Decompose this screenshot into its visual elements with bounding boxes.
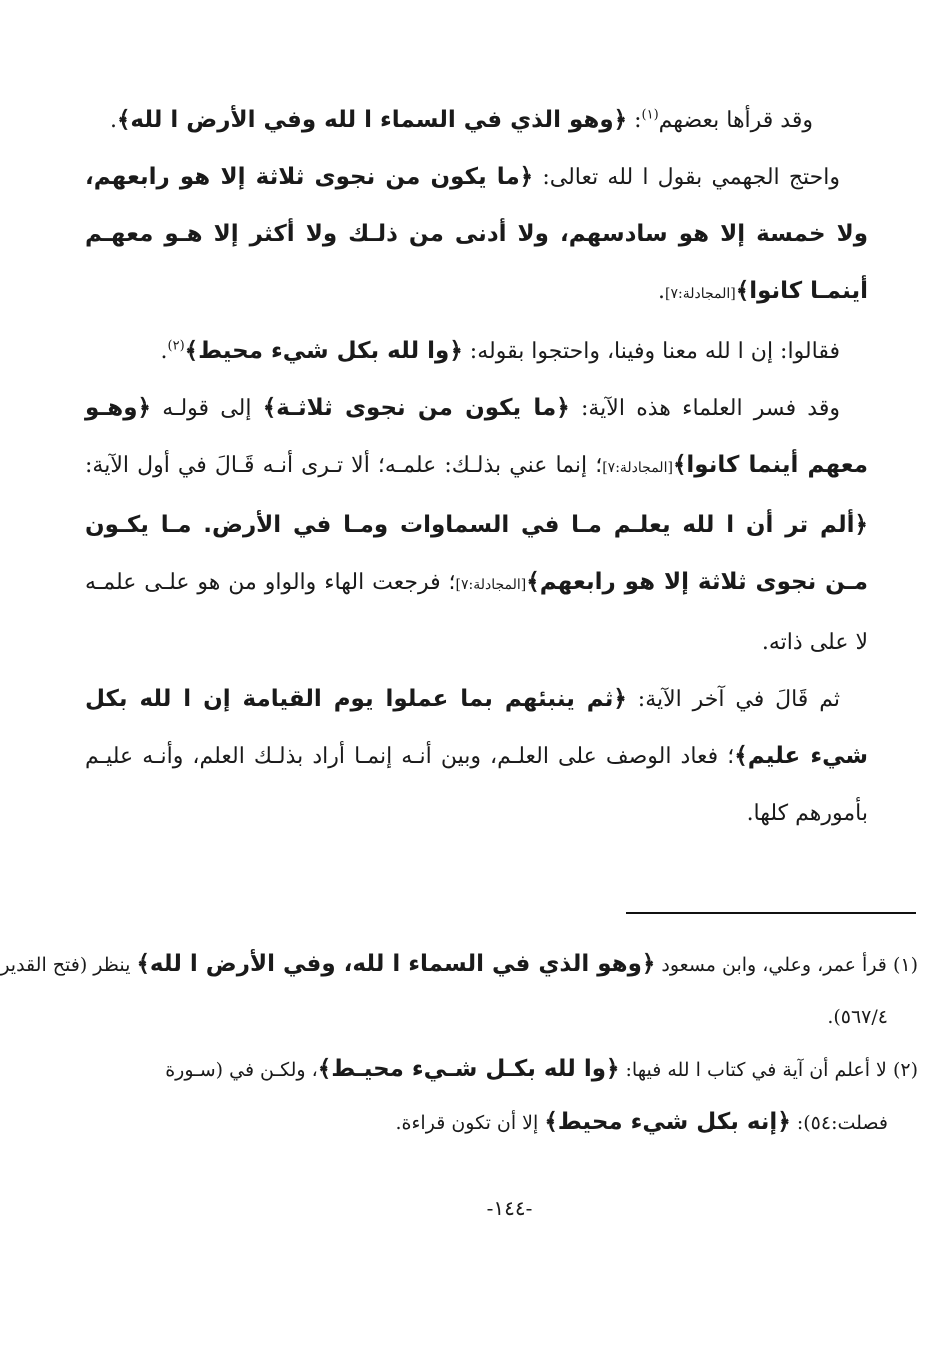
quran-quote: ﴿ثم ينبئهم بما عملوا يوم القيامة إن ا لله بكل شيء عليم﴾	[85, 686, 869, 769]
p5-text-a: ثم قَالَ في آخر الآية:	[626, 687, 840, 712]
quran-quote: ﴿وا لله بكـل شـيء محيـط﴾	[317, 1056, 620, 1082]
footnote-text: ، ولكـن في (سـورة	[165, 1059, 318, 1081]
p4-text-c: ؛ إنما عني بذلـك: علمـه؛ ألا تـرى أنـه قَـالَ في أول الآية:	[85, 453, 603, 478]
paragraph-3	[85, 323, 868, 380]
verse-reference: [المجادلة:٧]	[455, 577, 527, 593]
footnote-separator	[626, 912, 916, 914]
verse-reference: [المجادلة:٧]	[602, 460, 673, 476]
p1-colon: :	[627, 108, 642, 133]
verse-reference: [المجادلة:٧]	[664, 286, 736, 302]
p3-end: .	[160, 339, 168, 364]
footnote-continuation: ٥٦٧/٤).	[827, 1006, 888, 1028]
quran-quote: ﴿ما يكون من نجوى ثلاثـة﴾	[262, 395, 570, 421]
quran-quote: ﴿ألم تر أن ا لله يعلـم مـا في السماوات ومـا في الأرض. مـا يكـون مـن نجوى ثلاثة إلا هو رابعهم﴾	[85, 512, 868, 595]
paragraph-5	[85, 671, 868, 842]
p5-text-b: ؛ فعاد الوصف على العلـم، وبين أنـه إنمـا أراد بذلـك العلم، وأنـه عليـم بأمورهم كلها.	[85, 744, 868, 826]
footnote-text: إلا أن تكون قراءة.	[395, 1112, 545, 1134]
p2-text: واحتج الجهمي بقول ا لله تعالى:	[533, 165, 841, 190]
quran-quote: ﴿وهـو معهم أينما كانوا﴾	[85, 395, 868, 478]
footnote-1	[0, 938, 918, 1043]
page-number: -١٤٤-	[486, 1196, 533, 1220]
p1-end: .	[109, 108, 117, 133]
paragraph-1	[85, 92, 868, 149]
p4-text-b: إلى قولـه	[151, 396, 263, 421]
footnote-text: فصلت:٥٤):	[790, 1112, 888, 1134]
quran-quote: ﴿وهو الذي في السماء ا لله وفي الأرض ا لله﴾	[116, 107, 628, 133]
p3-text: فقالوا: إن ا لله معنا وفينا، واحتجوا بقوله:	[462, 339, 840, 364]
footnotes	[0, 938, 918, 1149]
quran-quote: ﴿ما يكون من نجوى ثلاثة إلا هو رابعهم، ولا خمسة إلا هو سادسهم، ولا أدنى من ذلـك ولا أكثر إلا هـو معهـم أينمـا كانوا﴾	[85, 164, 868, 304]
footnote-text: لا أعلم أن آية في كتاب ا لله فيها:	[619, 1059, 893, 1081]
footnote-continuation	[73, 1096, 888, 1149]
footnote-number: (٢)	[892, 1059, 918, 1081]
quran-quote: ﴿وا لله بكل شيء محيط﴾	[184, 338, 463, 364]
footnote-text: ينظر (فتح القدير	[0, 954, 137, 976]
paragraph-4	[85, 380, 868, 671]
quran-quote: ﴿وهو الذي في السماء ا لله، وفي الأرض ا لله﴾	[136, 951, 656, 977]
footnote-2	[73, 1043, 918, 1149]
footnote-marker-1: (١)	[641, 107, 659, 123]
paragraph-2	[85, 149, 868, 323]
p4-text-a: وقد فسر العلماء هذه الآية:	[569, 396, 840, 421]
main-text	[85, 92, 868, 842]
quran-quote: ﴿إنه بكل شيء محيط﴾	[544, 1109, 791, 1135]
footnote-text: قرأ عمر، وعلي، وابن مسعود	[655, 954, 893, 976]
footnote-number: (١)	[892, 954, 918, 976]
p4-text-d: ؛ فرجعت الهاء والواو من هو علـى علمـه لا على ذاته.	[85, 570, 868, 655]
p1-text: وقد قرأها بعضهم	[658, 108, 813, 133]
footnote-marker-2: (٢)	[167, 338, 185, 354]
p2-end: .	[657, 279, 665, 304]
